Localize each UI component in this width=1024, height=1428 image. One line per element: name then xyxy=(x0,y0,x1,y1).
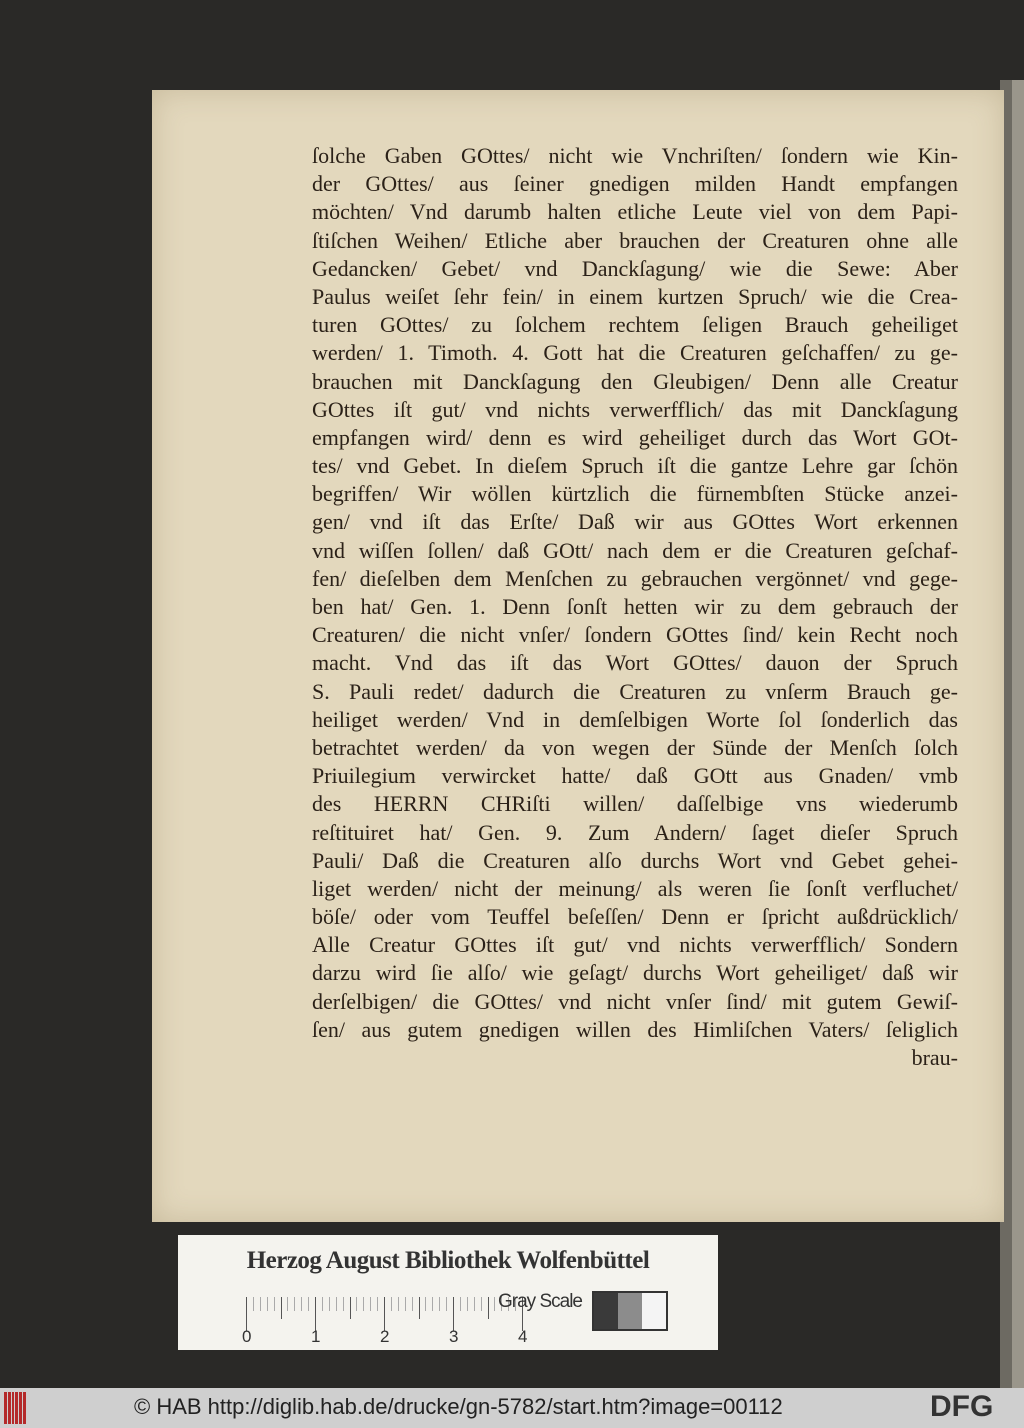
ruler-tick xyxy=(384,1297,385,1331)
page-text-block xyxy=(312,142,958,1072)
ruler-tick xyxy=(322,1297,323,1311)
text-line: des HERRN CHRiſti willen/ daſſelbige vns wiederumb xyxy=(312,791,958,817)
ruler-tick xyxy=(412,1297,413,1311)
ruler-tick xyxy=(419,1297,420,1319)
ruler-tick xyxy=(494,1297,495,1311)
ruler-tick xyxy=(267,1297,268,1311)
ruler-tick xyxy=(343,1297,344,1311)
ruler-tick xyxy=(460,1297,461,1311)
ruler-tick xyxy=(391,1297,392,1311)
text-line: reſtituiret hat/ Gen. 9. Zum Andern/ ſaget dieſer Spruch xyxy=(312,819,958,845)
ruler-tick xyxy=(488,1297,489,1319)
text-line: empfangen wird/ denn es wird geheiliget durch das Wort GOt- xyxy=(312,424,958,450)
ruler-tick xyxy=(260,1297,261,1311)
text-line: fen/ dieſelben dem Menſchen zu gebrauchen vergönnet/ vnd gege- xyxy=(312,565,958,591)
ruler-tick xyxy=(350,1297,351,1319)
ruler-tick xyxy=(453,1297,454,1331)
text-line: Alle Creatur GOttes iſt gut/ vnd nichts verwerfflich/ Sondern xyxy=(312,932,958,958)
gray-scale-label: Gray Scale xyxy=(498,1291,582,1312)
text-line: S. Pauli redet/ dadurch die Creaturen zu vnſerm Brauch ge- xyxy=(312,678,958,704)
text-line: GOttes iſt gut/ vnd nichts verwerfflich/ das mit Danckſagung xyxy=(312,396,958,422)
text-line: Pauli/ Daß die Creaturen alſo durchs Wort vnd Gebet gehei- xyxy=(312,847,958,873)
text-line: begriffen/ Wir wöllen kürtzlich die fürnembſten Stücke anzei- xyxy=(312,481,958,507)
text-line: böſe/ oder vom Teuffel beſeſſen/ Denn er ſpricht außdrücklich/ xyxy=(312,904,958,930)
ruler-number: 1 xyxy=(311,1327,321,1346)
next-page-edge-highlight xyxy=(1012,80,1024,1390)
ruler-tick xyxy=(301,1297,302,1311)
scanned-page xyxy=(152,90,1004,1222)
text-line: möchten/ Vnd darumb halten etliche Leute viel von dem Papi- xyxy=(312,199,958,225)
ruler-tick xyxy=(246,1297,247,1331)
gray-swatch xyxy=(618,1293,642,1329)
footer-copyright-link[interactable]: © HAB http://diglib.hab.de/drucke/gn-5782/start.htm?image=00112 xyxy=(134,1394,783,1419)
text-line: betrachtet werden/ da von wegen der Sünde der Menſch ſolch xyxy=(312,734,958,760)
gray-swatch xyxy=(594,1293,618,1329)
ruler-tick xyxy=(405,1297,406,1311)
ruler-tick xyxy=(363,1297,364,1311)
ruler-tick xyxy=(356,1297,357,1311)
ruler-number: 2 xyxy=(380,1327,390,1346)
text-line: ben hat/ Gen. 1. Denn ſonſt hetten wir zu dem gebrauch der xyxy=(312,594,958,619)
footer-bar xyxy=(0,1388,1024,1428)
ruler-tick xyxy=(425,1297,426,1311)
scale-ruler xyxy=(242,1291,528,1349)
ruler-tick xyxy=(370,1297,371,1311)
text-line: heiliget werden/ Vnd in demſelbigen Worte ſol ſonderlich das xyxy=(312,706,958,732)
ruler-tick xyxy=(329,1297,330,1311)
library-color-card xyxy=(178,1235,718,1350)
text-line: Paulus weiſet ſehr fein/ in einem kurtzen Spruch/ wie die Crea- xyxy=(312,283,958,309)
ruler-tick xyxy=(315,1297,316,1331)
ruler-tick xyxy=(474,1297,475,1311)
text-line: gen/ vnd iſt das Erſte/ Daß wir aus GOttes Wort erkennen xyxy=(312,509,958,535)
ruler-tick xyxy=(308,1297,309,1311)
ruler-tick xyxy=(398,1297,399,1311)
ruler-tick xyxy=(481,1297,482,1311)
text-line: macht. Vnd das iſt das Wort GOttes/ dauon der Spruch xyxy=(312,650,958,676)
ruler-tick xyxy=(446,1297,447,1311)
text-line: brauchen mit Danckſagung den Gleubigen/ Denn alle Creatur xyxy=(312,368,958,394)
ruler-tick xyxy=(439,1297,440,1311)
gray-swatch xyxy=(642,1293,666,1329)
card-title: Herzog August Bibliothek Wolfenbüttel xyxy=(246,1247,650,1274)
text-line: der GOttes/ aus ſeiner gnedigen milden Handt empfangen xyxy=(312,171,958,197)
text-line: Priuilegium verwircket hatte/ daß GOtt aus Gnaden/ vmb xyxy=(312,763,958,789)
ruler-tick xyxy=(336,1297,337,1311)
ruler-number: 0 xyxy=(242,1327,252,1346)
gray-scale-swatches xyxy=(592,1291,668,1331)
ruler-tick xyxy=(287,1297,288,1311)
text-line: ſolche Gaben GOttes/ nicht wie Vnchriſten/ ſondern wie Kin- xyxy=(312,143,958,168)
text-line: vnd wiſſen ſollen/ daß GOtt/ nach dem er die Creaturen geſchaf- xyxy=(312,537,958,563)
text-line: werden/ 1. Timoth. 4. Gott hat die Creaturen geſchaffen/ zu ge- xyxy=(312,340,958,366)
text-line: brau- xyxy=(911,1045,958,1070)
ruler-tick xyxy=(281,1297,282,1319)
text-line: liget werden/ nicht der meinung/ als weren ſie ſonſt verfluchet/ xyxy=(312,875,958,901)
text-line: ſtiſchen Weihen/ Etliche aber brauchen der Creaturen ohne alle xyxy=(312,227,958,253)
dfg-logo: DFG xyxy=(930,1390,994,1423)
text-line: darzu wird ſie alſo/ wie geſagt/ durchs Wort geheiliget/ daß wir xyxy=(312,960,958,986)
text-line: ſen/ aus gutem gnedigen willen des Himliſchen Vaters/ ſeliglich xyxy=(312,1016,958,1042)
text-line: Creaturen/ die nicht vnſer/ ſondern GOttes ſind/ kein Recht noch xyxy=(312,622,958,648)
text-line: tes/ vnd Gebet. In dieſem Spruch iſt die gantze Lehre gar ſchön xyxy=(312,453,958,479)
ruler-tick xyxy=(432,1297,433,1311)
ruler-tick xyxy=(294,1297,295,1311)
ruler-number: 4 xyxy=(518,1327,528,1346)
text-line: turen GOttes/ zu ſolchem rechtem ſeligen Brauch geheiliget xyxy=(312,312,958,338)
ruler-number: 3 xyxy=(449,1327,459,1346)
text-line: Gedancken/ Gebet/ vnd Danckſagung/ wie die Sewe: Aber xyxy=(312,255,958,281)
ruler-tick xyxy=(467,1297,468,1311)
ruler-tick xyxy=(377,1297,378,1311)
ruler-tick xyxy=(274,1297,275,1311)
ruler-tick xyxy=(253,1297,254,1311)
hab-logo-icon xyxy=(4,1392,26,1424)
text-line: derſelbigen/ die GOttes/ vnd nicht vnſer ſind/ mit gutem Gewiſ- xyxy=(312,988,958,1014)
